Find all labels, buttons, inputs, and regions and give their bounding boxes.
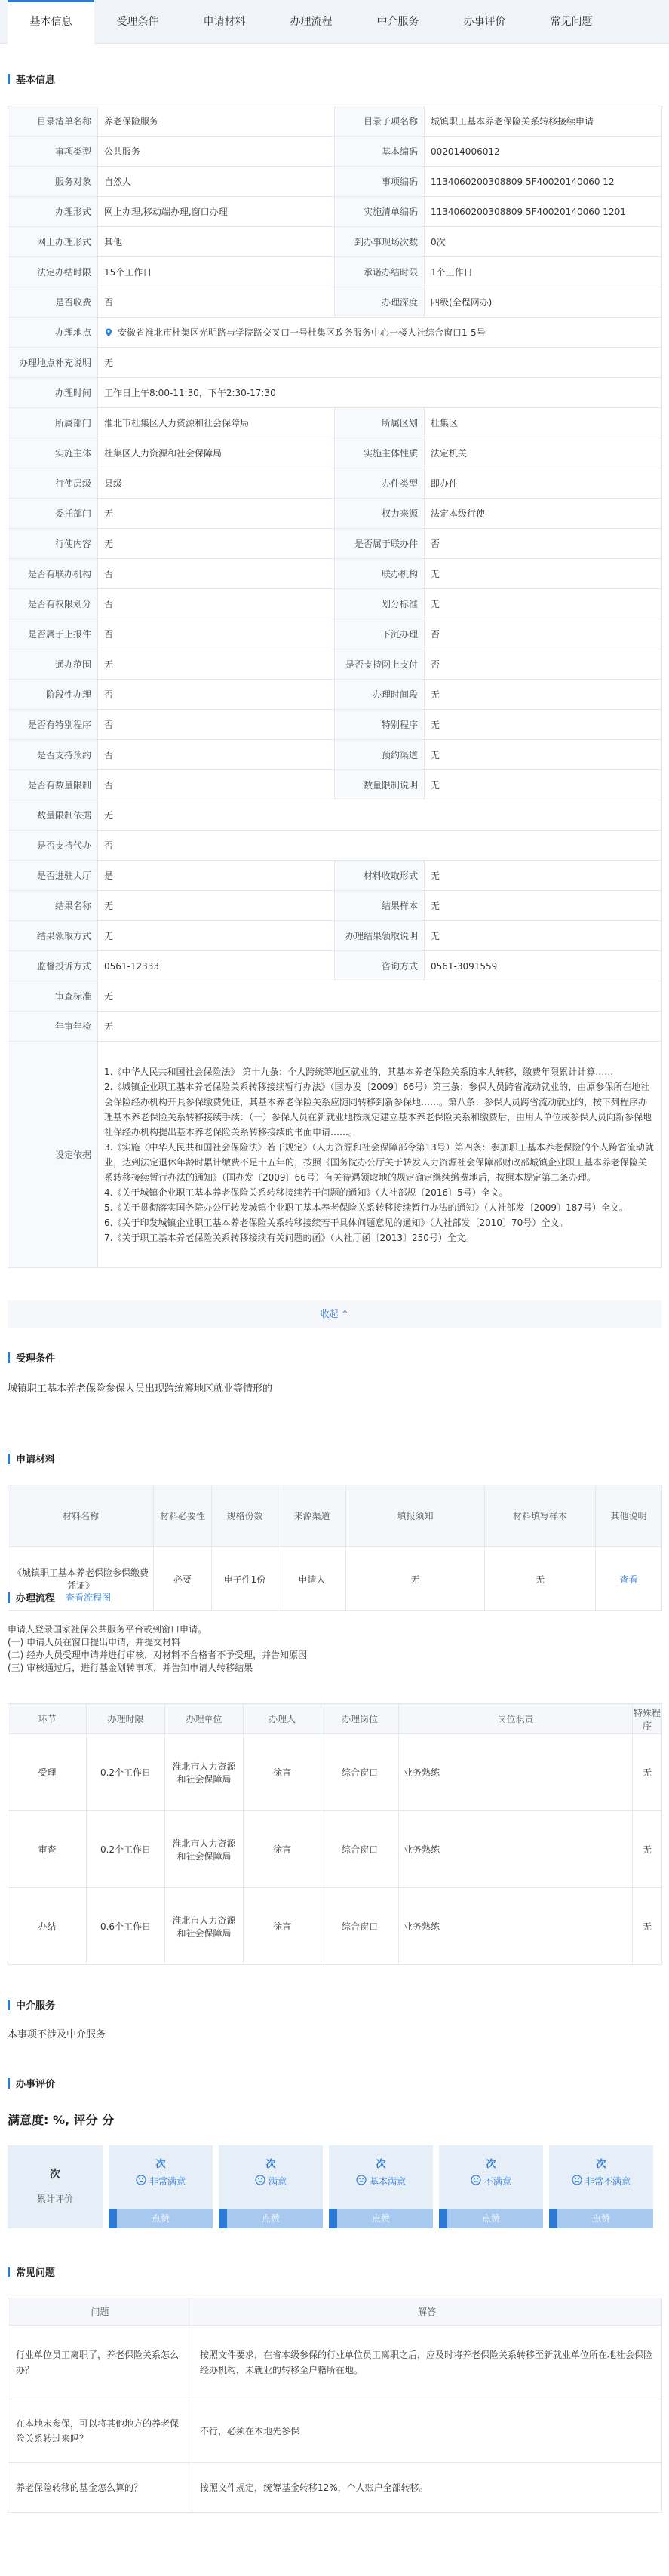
like-label: 点赞 [371,2213,390,2224]
legal-basis-item: 5.《关于贯彻落实国务院办公厅转发城镇企业职工基本养老保险关系转移接续暂行办法的通知》（人社部发〔2009〕187号）全文。 [104,1202,628,1213]
process-step-text: (三) 审核通过后，进行基金划转事项，并告知申请人转移结果 [8,1663,253,1673]
legal-basis-item: 7.《关于职工基本养老保险关系转移接续有关问题的函》（人社厅函〔2013〕250号）全文。 [104,1232,474,1243]
table-row [8,257,662,287]
field-value: 否 [425,619,662,649]
field-value: 1134060200308809 5F40020140060 1201 [425,197,662,227]
material-source: 申请人 [278,1547,346,1611]
like-button[interactable] [109,2209,213,2228]
process-description [8,1623,307,1675]
rating-card-satisfied [219,2145,323,2228]
table-header-row [8,1485,662,1547]
process-duty: 业务熟练 [399,1734,633,1811]
table-row [8,137,662,167]
neutral-face-icon [356,2175,367,2188]
faq-question: 在本地未参保，可以将其他地方的养老保险关系转过来吗？ [8,2399,192,2463]
address-text: 安徽省淮北市杜集区光明路与学院路交叉口一号杜集区政务服务中心一楼人社综合窗口1-5号 [118,327,486,338]
table-row [8,1734,662,1811]
rating-label-row [549,2175,653,2188]
field-label: 办理形式 [8,197,98,227]
section-heading-basic [8,72,55,86]
like-button[interactable] [439,2209,543,2228]
field-value: 无 [425,861,662,891]
rating-fill [219,2209,227,2228]
section-heading-conditions [8,1350,55,1365]
field-value: 杜集区人力资源和社会保障局 [98,438,335,468]
section-title: 中介服务 [16,2000,56,2012]
process-step-text: (一) 申请人员在窗口提出申请，并提交材料 [8,1637,181,1647]
field-label: 办件类型 [335,468,425,499]
section-heading-intermediary [8,1997,55,2012]
tab-process[interactable]: 办理流程 [290,16,333,28]
field-value: 公共服务 [98,137,335,167]
view-flowchart-link[interactable]: 查看流程图 [66,1592,112,1603]
field-value: 否 [98,770,335,800]
table-row [8,468,662,499]
field-value: 杜集区 [425,408,662,438]
column-header: 办理单位 [165,1704,244,1734]
smile-icon [255,2175,265,2188]
field-value: 网上办理,移动端办理,窗口办理 [98,197,335,227]
field-label: 委托部门 [8,499,98,529]
table-row [8,318,662,348]
heading-bar [8,2267,10,2277]
field-value: 0561-12333 [98,951,335,981]
process-post: 综合窗口 [321,1888,399,1965]
field-value: 无 [98,981,662,1012]
column-header: 其他说明 [596,1485,662,1547]
heading-bar [8,1592,10,1603]
field-value: 无 [425,921,662,951]
column-header: 材料必要性 [154,1485,212,1547]
intermediary-text: 本事项不涉及中介服务 [8,2029,106,2040]
process-special: 无 [633,1888,662,1965]
material-view-link[interactable]: 查看 [596,1547,662,1611]
field-label: 所属部门 [8,408,98,438]
field-label: 咨询方式 [335,951,425,981]
table-row [8,1042,662,1268]
field-value: 无 [425,891,662,921]
smile-icon [136,2175,146,2188]
table-row [8,951,662,981]
total-evaluations [8,2145,103,2228]
field-value: 否 [98,680,335,710]
table-header-row [8,1704,662,1734]
field-label: 实施主体性质 [335,438,425,468]
column-header: 材料填写样本 [485,1485,596,1547]
table-row [8,499,662,529]
process-person: 徐言 [244,1888,321,1965]
rating-card-dissatisfied [439,2145,543,2228]
table-row [8,408,662,438]
table-row [8,861,662,891]
rating-label: 基本满意 [369,2176,406,2187]
table-row [8,559,662,589]
field-value: 1134060200308809 5F40020140060 12 [425,167,662,197]
field-value: 002014006012 [425,137,662,167]
material-name: 《城镇职工基本养老保险参保缴费凭证》 [8,1547,154,1611]
table-row [8,438,662,468]
field-value: 即办件 [425,468,662,499]
process-duty: 业务熟练 [399,1888,633,1965]
field-label: 是否进驻大厅 [8,861,98,891]
section-title: 基本信息 [16,75,56,86]
field-label: 法定办结时限 [8,257,98,287]
section-heading-faq [8,2264,55,2279]
section-heading-materials [8,1451,55,1466]
field-label: 权力来源 [335,499,425,529]
process-duty: 业务熟练 [399,1811,633,1888]
process-step-text: (二) 经办人员受理申请并进行审核，对材料不合格者不予受理，并告知原因 [8,1650,308,1660]
table-row [8,348,662,378]
column-header: 环节 [8,1704,87,1734]
rating-fill [549,2209,557,2228]
material-required: 必要 [154,1547,212,1611]
field-label: 承诺办结时限 [335,257,425,287]
process-post: 综合窗口 [321,1811,399,1888]
field-value: 0次 [425,227,662,257]
frown-icon [471,2175,481,2188]
table-row [8,891,662,921]
heading-bar [8,1352,10,1363]
rating-count: 次 [265,2159,276,2170]
field-label: 办理深度 [335,287,425,318]
tab-bar [0,0,669,44]
rating-fill [439,2209,447,2228]
field-value: 无 [98,649,335,680]
column-header: 岗位职责 [399,1704,633,1734]
field-value: 县级 [98,468,335,499]
field-label: 到办事现场次数 [335,227,425,257]
table-row [8,831,662,861]
rating-label-row [219,2175,323,2188]
field-label: 办理地点补充说明 [8,348,98,378]
field-label: 是否支持网上支付 [335,649,425,680]
field-label: 服务对象 [8,167,98,197]
like-label: 点赞 [261,2213,280,2224]
rating-label: 满意 [268,2176,287,2187]
rating-label: 非常不满意 [585,2176,631,2187]
field-label: 是否有权限划分 [8,589,98,619]
field-value: 无 [98,499,335,529]
rating-card-very-dissatisfied [549,2145,653,2228]
section-title: 申请材料 [16,1454,56,1466]
process-step: 审查 [8,1811,87,1888]
field-value: 无 [425,589,662,619]
conditions-text: 城镇职工基本养老保险参保人员出现跨统筹地区就业等情形的 [8,1383,273,1395]
column-header: 来源渠道 [278,1485,346,1547]
like-label: 点赞 [151,2213,170,2224]
rating-count: 次 [155,2159,166,2170]
field-value: 0561-3091559 [425,951,662,981]
process-step: 办结 [8,1888,87,1965]
field-label: 办理地点 [8,318,98,348]
field-label: 阶段性办理 [8,680,98,710]
process-step-text: 申请人登录国家社保公共服务平台或到窗口申请。 [8,1624,207,1635]
column-header: 办理岗位 [321,1704,399,1734]
basic-info-table [8,106,662,1268]
field-label: 年审年检 [8,1012,98,1042]
tab-basic-info[interactable]: 基本信息 [8,0,94,44]
field-value: 无 [98,891,335,921]
section-title: 受理条件 [16,1353,56,1365]
process-special: 无 [633,1734,662,1811]
column-header: 办理人 [244,1704,321,1734]
field-value: 无 [425,740,662,770]
like-button[interactable] [329,2209,433,2228]
field-label: 联办机构 [335,559,425,589]
table-row [8,1811,662,1888]
field-label: 下沉办理 [335,619,425,649]
table-row [8,921,662,951]
rating-label: 不满意 [483,2176,511,2187]
faq-question: 养老保险转移的基金怎么算的？ [8,2463,192,2513]
legal-basis-item: 3.《实施〈中华人民共和国社会保险法〉若干规定》（人力资源和社会保障部令第13号）第四条：参加职工基本养老保险的个人跨省流动就业，达到法定退休年龄时累计缴费不足十五年的，按照《国务院办公厅关于转发人力资源社会保障部财政部城镇企业职工基本养老保险关系转移接续暂行办法的通知》（国办发〔2009〕66号）有关待遇领取地的规定确定继续缴费地后，按照本规定第二条办理。 [104,1141,654,1183]
process-time: 0.6个工作日 [87,1888,165,1965]
rating-label-row [329,2175,433,2188]
field-value: 城镇职工基本养老保险关系转移接续申请 [425,106,662,137]
material-notice: 无 [346,1547,485,1611]
rating-count: 次 [596,2159,606,2170]
tab-intermediary[interactable]: 中介服务 [376,16,419,28]
heading-bar [8,2000,10,2010]
table-row [8,2463,662,2513]
rating-card-basically-satisfied [329,2145,433,2228]
field-label: 所属区划 [335,408,425,438]
field-label: 特别程序 [335,710,425,740]
rating-fill [109,2209,117,2228]
faq-answer: 不行，必须在本地先参保 [192,2399,662,2463]
field-value: 1个工作日 [425,257,662,287]
frown-icon [572,2175,582,2188]
table-row [8,2326,662,2399]
field-value: 自然人 [98,167,335,197]
table-row [8,167,662,197]
field-value: 工作日上午8:00-11:30，下午2:30-17:30 [98,378,662,408]
faq-question: 行业单位员工离职了，养老保险关系怎么办？ [8,2326,192,2399]
field-label: 网上办理形式 [8,227,98,257]
rating-card-very-satisfied [109,2145,213,2228]
field-value: 无 [425,710,662,740]
total-label: 累计评价 [36,2194,73,2204]
rating-label: 非常满意 [149,2176,186,2187]
process-special: 无 [633,1811,662,1888]
field-label: 是否收费 [8,287,98,318]
field-value: 无 [98,1012,662,1042]
table-row [8,589,662,619]
table-row [8,981,662,1012]
field-label: 是否支持代办 [8,831,98,861]
field-label: 数量限制依据 [8,800,98,831]
legal-basis-item: 1.《中华人民共和国社会保险法》 第十九条：个人跨统筹地区就业的，其基本养老保险关系随本人转移，缴费年限累计计算…… [104,1066,614,1077]
field-value: 无 [425,559,662,589]
table-header-row [8,2298,662,2326]
process-post: 综合窗口 [321,1734,399,1811]
field-label: 办理时间段 [335,680,425,710]
rating-label-row [109,2175,213,2188]
field-value: 否 [98,589,335,619]
table-row [8,619,662,649]
section-heading-process [8,1590,111,1604]
field-label: 设定依据 [8,1042,98,1268]
field-value: 法定机关 [425,438,662,468]
faq-answer: 按照文件规定，统筹基金转移12%，个人账户全部转移。 [192,2463,662,2513]
tab-conditions[interactable]: 受理条件 [116,16,159,28]
like-label: 点赞 [591,2213,610,2224]
legal-basis-item: 4.《关于城镇企业职工基本养老保险关系转移接续若干问题的通知》（人社部规〔2016〕5号）全文。 [104,1187,508,1198]
field-label: 办理时间 [8,378,98,408]
rating-count: 次 [486,2159,496,2170]
field-label: 办理结果领取说明 [335,921,425,951]
heading-bar [8,2078,10,2089]
field-value: 无 [98,348,662,378]
material-sample: 无 [485,1547,596,1611]
field-value: 否 [98,831,662,861]
field-label: 实施主体 [8,438,98,468]
field-value: 否 [98,619,335,649]
table-row [8,1888,662,1965]
address-cell[interactable] [98,318,662,348]
field-label: 事项编码 [335,167,425,197]
collapse-button[interactable]: 收起 ⌃ [8,1300,661,1328]
section-heading-evaluation [8,2076,55,2090]
table-row [8,1012,662,1042]
rating-label-row [439,2175,543,2188]
field-value: 否 [98,740,335,770]
column-header: 规格份数 [212,1485,278,1547]
like-label: 点赞 [481,2213,500,2224]
column-header: 解答 [192,2298,662,2326]
table-row [8,649,662,680]
field-label: 结果领取方式 [8,921,98,951]
table-row [8,378,662,408]
field-label: 实施清单编码 [335,197,425,227]
field-label: 事项类型 [8,137,98,167]
legal-basis-cell [98,1042,662,1268]
evaluation-panel [8,2145,661,2228]
field-label: 结果名称 [8,891,98,921]
tab-materials[interactable]: 申请材料 [203,16,246,28]
field-value: 无 [425,770,662,800]
process-unit: 淮北市人力资源和社会保障局 [165,1734,244,1811]
like-button[interactable] [219,2209,323,2228]
field-label: 结果样本 [335,891,425,921]
table-row [8,529,662,559]
field-label: 基本编码 [335,137,425,167]
faq-answer: 按照文件要求，在省本级参保的行业单位员工离职之后，应及时将养老保险关系转移至新就业单位所在地社会保险经办机构，未就业的转移至户籍所在地。 [192,2326,662,2399]
legal-basis-item: 2.《城镇企业职工基本养老保险关系转移接续暂行办法》（国办发〔2009〕66号）第三条：参保人员跨省流动就业的，由原参保所在地社会保险经办机构开具参保缴费凭证，其基本养老保险关系应随同转移到新参保地……。第八条：参保人员跨省流动就业的，按下列程序办理基本养老保险关系转移接续手续：（一）参保人员在新就业地按规定建立基本养老保险关系和缴费后，由用人单位或参保人员向新参保地社保经办机构提出基本养老保险关系转移接续的书面申请……。 [104,1081,652,1138]
process-step: 受理 [8,1734,87,1811]
column-header: 特殊程序 [633,1704,662,1734]
field-value: 无 [98,800,662,831]
total-count: 次 [50,2169,60,2181]
process-table [8,1703,662,1965]
table-row [8,740,662,770]
legal-basis-item: 6.《关于印发城镇企业职工基本养老保险关系转移接续若干具体问题意见的通知》（人社部发〔2010〕70号）全文。 [104,1217,569,1228]
field-label: 目录清单名称 [8,106,98,137]
location-pin-icon [104,328,113,337]
column-header: 问题 [8,2298,192,2326]
table-row [8,680,662,710]
table-row [8,197,662,227]
satisfaction-summary: 满意度: %, 评分 分 [8,2113,115,2127]
field-label: 是否有特别程序 [8,710,98,740]
field-value: 否 [425,529,662,559]
process-time: 0.2个工作日 [87,1734,165,1811]
field-label: 是否支持预约 [8,740,98,770]
section-title: 办事评价 [16,2079,56,2090]
heading-bar [8,74,10,84]
field-value: 否 [98,559,335,589]
column-header: 材料名称 [8,1485,154,1547]
field-value: 四级(全程网办) [425,287,662,318]
field-label: 预约渠道 [335,740,425,770]
field-label: 是否属于联办件 [335,529,425,559]
rating-fill [329,2209,337,2228]
field-value: 无 [98,529,335,559]
field-label: 目录子项名称 [335,106,425,137]
table-row [8,2399,662,2463]
field-label: 行使层级 [8,468,98,499]
faq-table [8,2298,662,2513]
field-label: 数量限制说明 [335,770,425,800]
heading-bar [8,1454,10,1464]
field-value: 养老保险服务 [98,106,335,137]
field-value: 其他 [98,227,335,257]
field-value: 否 [98,710,335,740]
table-row [8,106,662,137]
like-button[interactable] [549,2209,653,2228]
material-spec: 电子件1份 [212,1547,278,1611]
process-unit: 淮北市人力资源和社会保障局 [165,1888,244,1965]
field-label: 是否属于上报件 [8,619,98,649]
table-row [8,800,662,831]
field-label: 是否有数量限制 [8,770,98,800]
table-row [8,770,662,800]
process-person: 徐言 [244,1734,321,1811]
field-value: 淮北市杜集区人力资源和社会保障局 [98,408,335,438]
section-title: 办理流程 [16,1593,56,1604]
field-value: 无 [98,921,335,951]
table-row [8,287,662,318]
table-row [8,710,662,740]
process-time: 0.2个工作日 [87,1811,165,1888]
process-person: 徐言 [244,1811,321,1888]
field-label: 通办范围 [8,649,98,680]
process-unit: 淮北市人力资源和社会保障局 [165,1811,244,1888]
field-value: 是 [98,861,335,891]
section-title: 常见问题 [16,2267,56,2279]
field-label: 材料收取形式 [335,861,425,891]
column-header: 办理时限 [87,1704,165,1734]
field-label: 审查标准 [8,981,98,1012]
field-label: 划分标准 [335,589,425,619]
field-value: 否 [425,649,662,680]
table-row [8,227,662,257]
column-header: 填报须知 [346,1485,485,1547]
field-label: 监督投诉方式 [8,951,98,981]
tab-evaluation[interactable]: 办事评价 [463,16,506,28]
field-value: 法定本级行使 [425,499,662,529]
field-value: 15个工作日 [98,257,335,287]
field-label: 是否有联办机构 [8,559,98,589]
tab-faq[interactable]: 常见问题 [550,16,593,28]
field-value: 无 [425,680,662,710]
field-label: 行使内容 [8,529,98,559]
rating-count: 次 [376,2159,386,2170]
field-value: 否 [98,287,335,318]
